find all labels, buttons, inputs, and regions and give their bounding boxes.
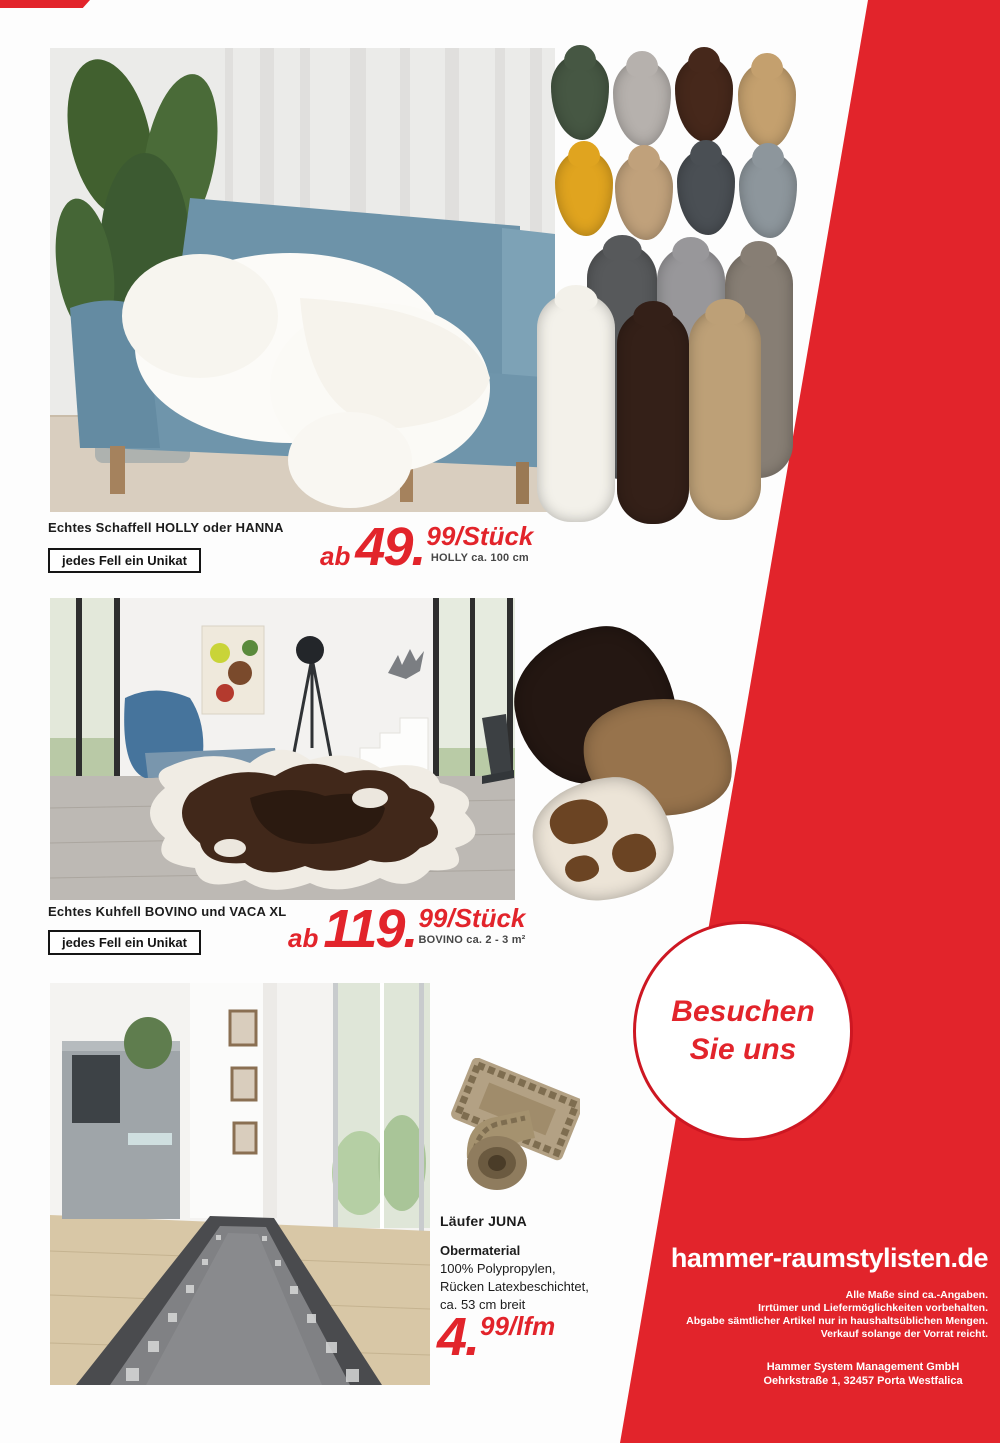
price-block — [437, 1307, 556, 1367]
sheepskin-swatch — [677, 149, 735, 235]
price-prefix: ab — [288, 923, 319, 953]
cowhide-spot — [611, 832, 658, 873]
visit-us-circle — [633, 921, 853, 1141]
runner-roll-illustration — [445, 1058, 580, 1203]
sheepskin-color-grid — [543, 50, 798, 245]
sheepskin-swatch — [555, 150, 613, 236]
cowhide-spot — [564, 854, 600, 882]
photo-livingroom-cowhide — [50, 598, 515, 900]
product-title: Echtes Kuhfell BOVINO und VACA XL — [48, 904, 287, 919]
hallway-scene-illustration — [50, 983, 430, 1385]
company-line: Hammer System Management GmbH — [766, 1361, 960, 1373]
product-title: Läufer JUNA — [440, 1213, 527, 1229]
detail-line: ca. 53 cm breit — [440, 1297, 526, 1312]
detail-line: Rücken Latexbeschichtet, — [440, 1279, 589, 1294]
price-block — [288, 899, 526, 959]
price-note: HOLLY ca. 100 cm — [430, 552, 529, 564]
price-prefix: ab — [320, 541, 351, 571]
visit-us-line1: Besuchen — [671, 995, 815, 1028]
sheepskin-swatch — [613, 60, 671, 146]
badge-label: jedes Fell ein Unikat — [48, 930, 201, 955]
product-title: Echtes Schaffell HOLLY oder HANNA — [48, 520, 284, 535]
price-main: 119. — [323, 899, 417, 959]
price-main: 4. — [437, 1307, 479, 1367]
sheepskin-swatch — [675, 56, 733, 142]
disclaimer-line: Abgabe sämtlicher Artikel nur in haushaltsüblichen Mengen. — [686, 1315, 988, 1327]
price-sup: 99/Stück — [426, 521, 534, 551]
disclaimer-line: Verkauf solange der Vorrat reicht. — [820, 1328, 988, 1340]
price-sup: 99/lfm — [480, 1311, 556, 1341]
unikat-badge — [48, 930, 201, 955]
sheepskin-xxl-group — [535, 242, 805, 525]
price-note: BOVINO ca. 2 - 3 m² — [418, 934, 526, 946]
badge-label: jedes Fell ein Unikat — [48, 548, 201, 573]
sheepskin-swatch — [738, 62, 796, 148]
photo-sofa-sheepskin — [50, 48, 555, 512]
red-corner-sliver — [0, 0, 90, 8]
price-block — [320, 517, 534, 577]
website-url: hammer-raumstylisten.de — [670, 1243, 988, 1273]
price-sup: 99/Stück — [418, 903, 526, 933]
cowhide-spot — [548, 798, 609, 846]
sheepskin-swatch — [615, 154, 673, 240]
sofa-scene-illustration — [50, 48, 555, 512]
unikat-badge — [48, 548, 201, 573]
photo-runner-roll — [445, 1058, 580, 1203]
sheepskin-swatch — [551, 54, 609, 140]
disclaimer-line: Alle Maße sind ca.-Angaben. — [845, 1289, 988, 1301]
disclaimer-line: Irrtümer und Liefermöglichkeiten vorbehalten. — [758, 1302, 988, 1314]
disclaimer-text — [658, 1289, 988, 1341]
detail-line: Obermaterial — [440, 1243, 521, 1258]
sheepskin-xxl-swatch — [617, 310, 689, 524]
livingroom-scene-illustration — [50, 598, 515, 900]
sheepskin-xxl-swatch — [689, 308, 761, 520]
detail-line: 100% Polypropylen, — [440, 1261, 556, 1276]
sheepskin-xxl-swatch — [537, 294, 615, 522]
visit-us-line2: Sie uns — [689, 1033, 797, 1066]
price-main: 49. — [355, 517, 425, 577]
photo-hallway-runner — [50, 983, 430, 1385]
product-details — [440, 1242, 589, 1314]
company-line: Oehrkstraße 1, 32457 Porta Westfalica — [763, 1375, 963, 1387]
cowhide-swatch-group — [515, 618, 735, 903]
sheepskin-swatch — [739, 152, 797, 238]
company-address — [738, 1360, 988, 1388]
